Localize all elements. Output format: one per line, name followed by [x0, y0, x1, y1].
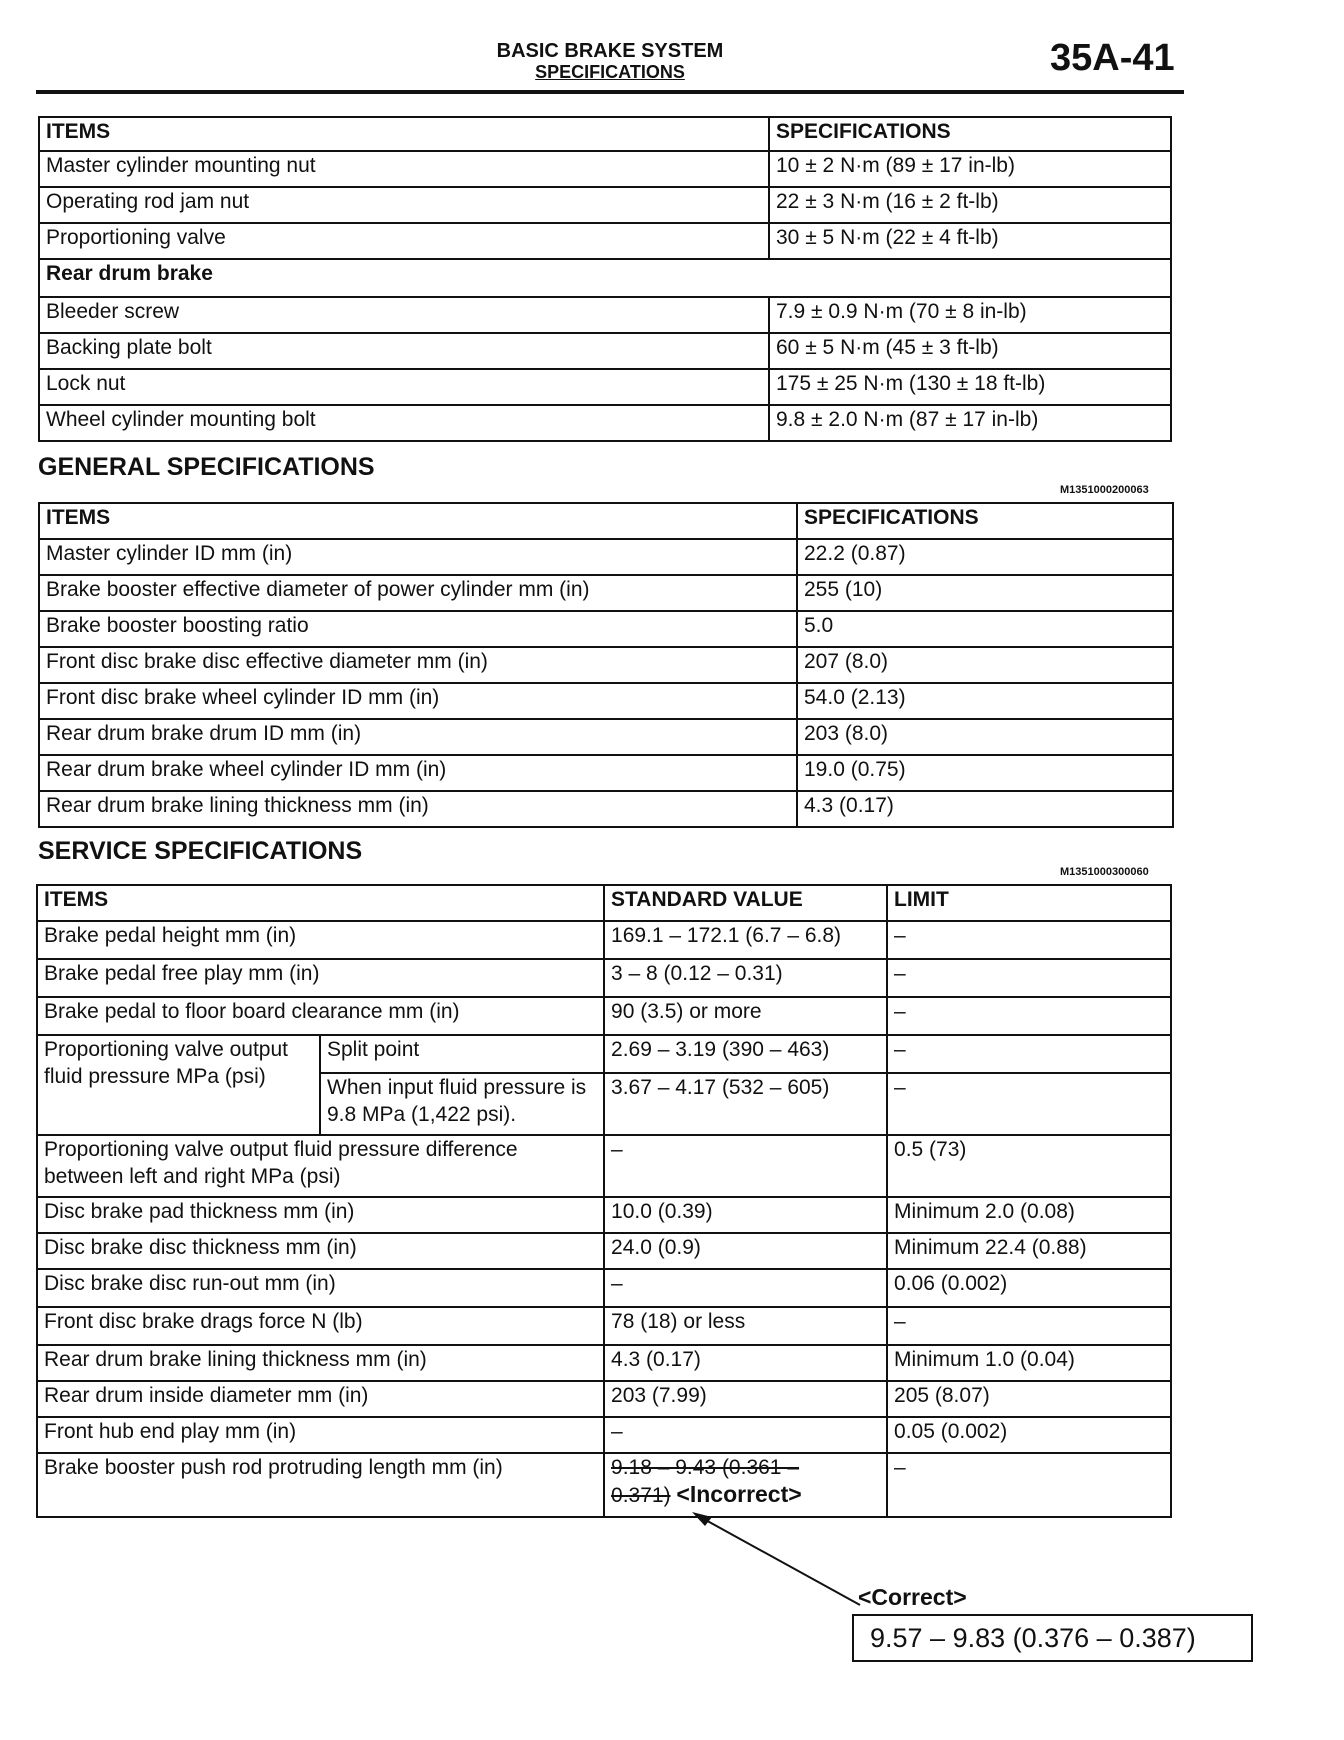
spec-cell: 207 (8.0) [797, 647, 1173, 683]
column-header: SPECIFICATIONS [769, 117, 1171, 151]
item-cell: Brake booster push rod protruding length mm (in) [37, 1453, 604, 1517]
standard-value-cell: 3.67 – 4.17 (532 – 605) [604, 1073, 887, 1135]
item-cell: Disc brake pad thickness mm (in) [37, 1197, 604, 1233]
general-specs-code: M1351000200063 [1060, 484, 1149, 496]
incorrect-label: <Incorrect> [676, 1481, 802, 1507]
condition-cell: Split point [320, 1035, 604, 1073]
limit-cell: – [887, 921, 1171, 959]
column-header: SPECIFICATIONS [797, 503, 1173, 539]
item-cell: Rear drum brake lining thickness mm (in) [37, 1345, 604, 1381]
spec-cell: 175 ± 25 N·m (130 ± 18 ft-lb) [769, 369, 1171, 405]
item-cell: Wheel cylinder mounting bolt [39, 405, 769, 441]
standard-value-cell: 90 (3.5) or more [604, 997, 887, 1035]
standard-value-cell: 10.0 (0.39) [604, 1197, 887, 1233]
standard-value-cell: 78 (18) or less [604, 1307, 887, 1345]
spec-cell: 203 (8.0) [797, 719, 1173, 755]
spec-cell: 54.0 (2.13) [797, 683, 1173, 719]
standard-value-cell: 4.3 (0.17) [604, 1345, 887, 1381]
page-number: 35A-41 [1050, 37, 1175, 79]
spec-cell: 10 ± 2 N·m (89 ± 17 in-lb) [769, 151, 1171, 187]
item-cell: Disc brake disc run-out mm (in) [37, 1269, 604, 1307]
item-cell: Brake booster boosting ratio [39, 611, 797, 647]
item-cell: Proportioning valve output fluid pressure MPa (psi) [37, 1035, 320, 1135]
column-header: ITEMS [37, 885, 604, 921]
standard-value-cell: 169.1 – 172.1 (6.7 – 6.8) [604, 921, 887, 959]
spec-cell: 5.0 [797, 611, 1173, 647]
item-cell: Master cylinder ID mm (in) [39, 539, 797, 575]
item-cell: Front disc brake wheel cylinder ID mm (in) [39, 683, 797, 719]
struck-value-line: 9.18 – 9.43 (0.361 – [611, 1456, 800, 1479]
spec-cell: 22.2 (0.87) [797, 539, 1173, 575]
item-cell: Front hub end play mm (in) [37, 1417, 604, 1453]
column-header: ITEMS [39, 117, 769, 151]
spec-cell: 7.9 ± 0.9 N·m (70 ± 8 in-lb) [769, 297, 1171, 333]
spec-cell: 22 ± 3 N·m (16 ± 2 ft-lb) [769, 187, 1171, 223]
document-title: BASIC BRAKE SYSTEM [496, 40, 724, 62]
item-cell: Front disc brake disc effective diameter mm (in) [39, 647, 797, 683]
limit-cell: – [887, 1307, 1171, 1345]
column-header: ITEMS [39, 503, 797, 539]
item-cell: Bleeder screw [39, 297, 769, 333]
item-cell: Front disc brake drags force N (lb) [37, 1307, 604, 1345]
condition-cell: When input fluid pressure is 9.8 MPa (1,422 psi). [320, 1073, 604, 1135]
limit-cell: 205 (8.07) [887, 1381, 1171, 1417]
service-specs-title: SERVICE SPECIFICATIONS [38, 837, 363, 865]
item-cell: Rear drum brake lining thickness mm (in) [39, 791, 797, 827]
correct-value-box: 9.57 – 9.83 (0.376 – 0.387) [852, 1614, 1253, 1662]
spec-cell: 9.8 ± 2.0 N·m (87 ± 17 in-lb) [769, 405, 1171, 441]
item-cell: Brake pedal height mm (in) [37, 921, 604, 959]
column-header: LIMIT [887, 885, 1171, 921]
service-specs-code: M1351000300060 [1060, 866, 1149, 878]
standard-value-cell: – [604, 1269, 887, 1307]
standard-value-cell: 203 (7.99) [604, 1381, 887, 1417]
item-cell: Rear drum brake wheel cylinder ID mm (in) [39, 755, 797, 791]
spec-cell: 19.0 (0.75) [797, 755, 1173, 791]
limit-cell: 0.06 (0.002) [887, 1269, 1171, 1307]
column-header: STANDARD VALUE [604, 885, 887, 921]
item-cell: Brake booster effective diameter of power cylinder mm (in) [39, 575, 797, 611]
item-cell: Proportioning valve [39, 223, 769, 259]
item-cell: Rear drum brake drum ID mm (in) [39, 719, 797, 755]
spec-cell: 4.3 (0.17) [797, 791, 1173, 827]
limit-cell: – [887, 1035, 1171, 1073]
standard-value-cell: 24.0 (0.9) [604, 1233, 887, 1269]
item-cell: Lock nut [39, 369, 769, 405]
item-cell: Operating rod jam nut [39, 187, 769, 223]
item-cell: Brake pedal free play mm (in) [37, 959, 604, 997]
limit-cell: 0.05 (0.002) [887, 1417, 1171, 1453]
item-cell: Backing plate bolt [39, 333, 769, 369]
limit-cell: – [887, 959, 1171, 997]
limit-cell: – [887, 1073, 1171, 1135]
item-cell: Rear drum inside diameter mm (in) [37, 1381, 604, 1417]
limit-cell: Minimum 1.0 (0.04) [887, 1345, 1171, 1381]
limit-cell: Minimum 2.0 (0.08) [887, 1197, 1171, 1233]
limit-cell: – [887, 1453, 1171, 1517]
spec-cell: 255 (10) [797, 575, 1173, 611]
spec-cell: 30 ± 5 N·m (22 ± 4 ft-lb) [769, 223, 1171, 259]
standard-value-cell: – [604, 1417, 887, 1453]
item-cell: Master cylinder mounting nut [39, 151, 769, 187]
document-subtitle: SPECIFICATIONS [535, 62, 685, 82]
standard-value-cell: – [604, 1135, 887, 1197]
standard-value-cell: 2.69 – 3.19 (390 – 463) [604, 1035, 887, 1073]
item-cell: Proportioning valve output fluid pressure difference between left and right MPa (psi) [37, 1135, 604, 1197]
general-specs-title: GENERAL SPECIFICATIONS [38, 453, 375, 481]
subheading-cell: Rear drum brake [39, 259, 1171, 297]
standard-value-cell: 3 – 8 (0.12 – 0.31) [604, 959, 887, 997]
spec-cell: 60 ± 5 N·m (45 ± 3 ft-lb) [769, 333, 1171, 369]
limit-cell: – [887, 997, 1171, 1035]
item-cell: Brake pedal to floor board clearance mm (in) [37, 997, 604, 1035]
arrowhead-icon [692, 1512, 712, 1526]
limit-cell: 0.5 (73) [887, 1135, 1171, 1197]
struck-value-end: 0.371) [611, 1484, 671, 1507]
item-cell: Disc brake disc thickness mm (in) [37, 1233, 604, 1269]
limit-cell: Minimum 22.4 (0.88) [887, 1233, 1171, 1269]
correct-label: <Correct> [858, 1584, 967, 1610]
